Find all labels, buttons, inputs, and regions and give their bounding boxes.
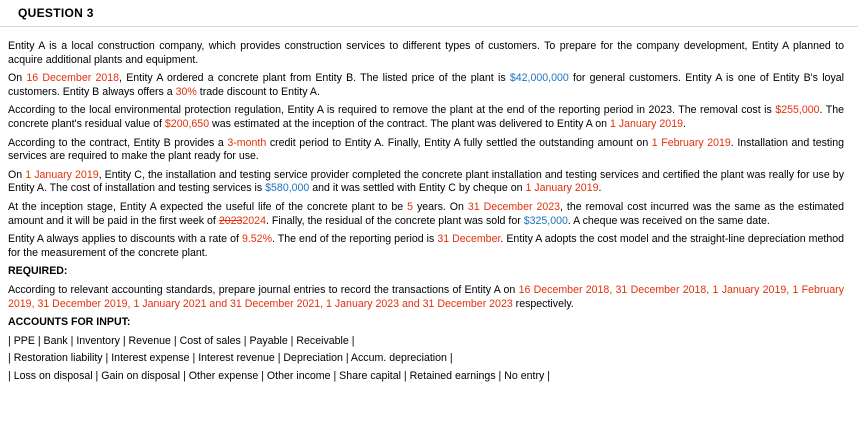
installation-cost: $580,000	[265, 182, 310, 195]
accounts-line-3: | Loss on disposal | Gain on disposal | Other expense | Other income | Share capital | Retained earnings | No entry |	[8, 369, 550, 382]
installation-date: 1 January 2019	[25, 168, 99, 181]
question-header	[0, 0, 858, 27]
question-title: QUESTION 3	[18, 6, 94, 20]
paragraph-order: On 16 December 2018, Entity A ordered a concrete plant from Entity B. The listed price of the plant is $42,000,000 for general customers. Entity A is one of Entity B's loyal customers. Entity B always offers a 30% trade discount to Entity A.	[8, 72, 844, 98]
required-heading: REQUIRED:	[8, 265, 68, 278]
paragraph-useful-life: At the inception stage, Entity A expected the useful life of the concrete plant to be 5 years. On 31 December 2023, the removal cost incurred was the same as the estimated amount and it will be paid in the first week of 20232024. Finally, the residual of the concrete plant was sold for $325,000. A cheque was received on the same date.	[8, 200, 844, 227]
paragraph-installation: On 1 January 2019, Entity C, the installation and testing service provider completed the concrete plant installation and testing services and certified the plant was really for use by Entity A. The cost of installation and testing services is $580,000 and it was settled with Entity C by cheque on 1 January 2019.	[8, 168, 844, 195]
useful-life: 5	[407, 200, 413, 213]
residual-value: $200,650	[164, 117, 210, 130]
paragraph-required: According to relevant accounting standards, prepare journal entries to record the transactions of Entity A on 16 December 2018, 31 December 2018, 1 January 2019, 1 February 2019, 31 December 2019, 1 January 2021 and 31 December 2021, 1 January 2023 and 31 December 2023 respectively.	[8, 283, 844, 310]
paragraph-credit: According to the contract, Entity B provides a 3-month credit period to Entity A. Finally, Entity A fully settled the outstanding amount on 1 February 2019. Installation and testing services are required to make the plant ready for use.	[8, 136, 844, 163]
paragraph-regulation: According to the local environmental protection regulation, Entity A is required to remove the plant at the end of the reporting period in 2023. The removal cost is $255,000. The concrete plant's residual value of $200,650 was estimated at the inception of the contract. The plant was delivered to Entity A on 1 January 2019.	[8, 104, 845, 130]
reporting-period-end: 31 December	[437, 233, 501, 246]
list-price: $42,000,000	[509, 72, 569, 85]
cheque-date: 1 January 2019	[525, 182, 599, 195]
credit-period: 3-month	[227, 136, 267, 149]
removal-date: 31 December 2023	[467, 200, 561, 213]
question-body	[0, 27, 858, 383]
sale-proceeds: $325,000	[523, 214, 568, 227]
paragraph-intro: Entity A is a local construction company, which provides construction services to different types of customers. To prepare for the company development, Entity A planned to acquire additional plants and equipment.	[8, 40, 844, 66]
accounts-line-1: | PPE | Bank | Inventory | Revenue | Cost of sales | Payable | Receivable |	[8, 334, 355, 347]
accounts-line-2: | Restoration liability | Interest expense | Interest revenue | Depreciation | Accum. depreciation |	[8, 352, 453, 365]
delivery-date: 1 January 2019	[609, 117, 683, 130]
accounts-heading: ACCOUNTS FOR INPUT:	[8, 316, 131, 329]
order-date: 16 December 2018	[26, 72, 120, 85]
required-dates: 16 December 2018, 31 December 2018, 1 January 2019, 1 February 2019, 31 December 2019, 1 January 2021 and 31 December 2021, 1 January 2023 and 31 December 2023	[8, 283, 844, 310]
struck-year: 2023	[218, 214, 243, 227]
settlement-date: 1 February 2019	[651, 136, 731, 149]
removal-cost: $255,000	[775, 104, 820, 117]
payment-year: 2024	[242, 214, 266, 227]
trade-discount: 30%	[175, 85, 197, 98]
paragraph-discount-rate: Entity A always applies to discounts with a rate of 9.52%. The end of the reporting period is 31 December. Entity A adopts the cost model and the straight-line depreciation method for the measurement of the concrete plant.	[8, 233, 844, 259]
discount-rate: 9.52%	[241, 233, 272, 246]
